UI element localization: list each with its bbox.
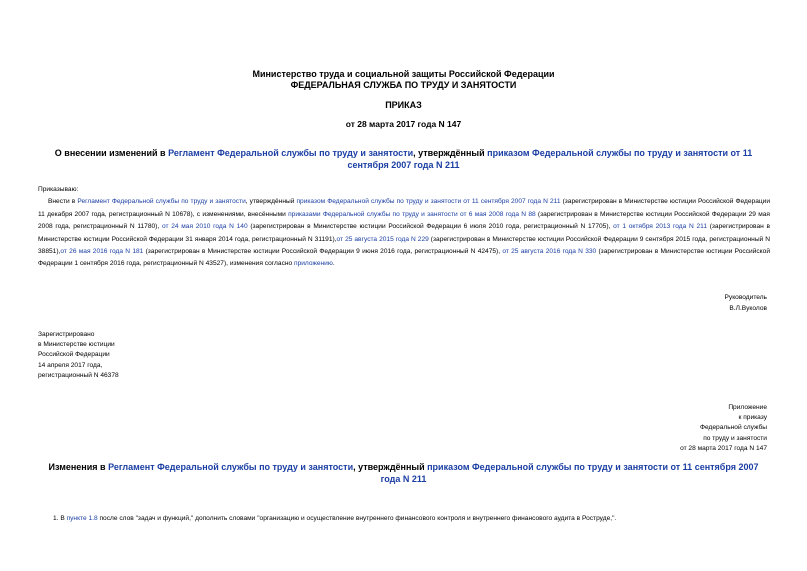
changes-link-regulation[interactable]: Регламент Федеральной службы по труду и занятости bbox=[108, 462, 354, 472]
document-header bbox=[0, 69, 807, 91]
body-link-order-181[interactable]: от 26 мая 2016 года N 181 bbox=[60, 248, 144, 256]
title-link-order[interactable]: приказом Федеральной службы по труду и занятости от 11 сентября 2007 года N 211 bbox=[347, 148, 753, 170]
appendix-line: к приказу bbox=[738, 414, 767, 422]
registration-block bbox=[38, 330, 238, 381]
document-title bbox=[40, 147, 767, 171]
body-text: (зарегистрирован в Министерстве юстиции Российской Федерации 9 сентября 2015 года, регистрационный N 38851), bbox=[38, 235, 770, 256]
body-link-order-88[interactable]: приказами Федеральной службы по труду и занятости от 6 мая 2008 года N 88 bbox=[288, 210, 536, 218]
order-paragraph bbox=[38, 196, 770, 270]
appendix-line: по труду и занятости bbox=[703, 434, 767, 442]
item-link-clause-1-8[interactable]: пункте 1.8 bbox=[66, 515, 98, 522]
body-link-order-211-2013[interactable]: от 1 октября 2013 года N 211 bbox=[613, 223, 707, 231]
order-word: Приказываю: bbox=[38, 186, 79, 193]
changes-text-1: Изменения в bbox=[48, 462, 109, 472]
appendix-block bbox=[567, 403, 767, 454]
registration-line: в Министерстве юстиции bbox=[38, 341, 115, 349]
order-heading: ПРИКАЗ bbox=[385, 100, 422, 110]
registration-line: Зарегистрировано bbox=[38, 331, 95, 338]
title-text-2: , утверждённый bbox=[413, 148, 488, 158]
title-link-regulation[interactable]: Регламент Федеральной службы по труду и занятости bbox=[168, 148, 414, 158]
body-link-order-330[interactable]: от 25 августа 2016 года N 330 bbox=[502, 248, 597, 256]
order-body bbox=[38, 184, 770, 271]
body-text: (зарегистрирован в Министерстве юстиции Российской Федерации 1 сентября 2016 года, регистрационный N 43527), изменения согласно bbox=[38, 248, 770, 268]
body-text: (зарегистрирован в Министерстве юстиции Российской Федерации 11 декабря 2007 года, регистрационный N 10678), с изменениями, внесёнными bbox=[38, 198, 771, 218]
service-name: ФЕДЕРАЛЬНАЯ СЛУЖБА ПО ТРУДУ И ЗАНЯТОСТИ bbox=[290, 80, 517, 90]
body-text: , утверждённый bbox=[245, 198, 297, 206]
body-text: . bbox=[332, 260, 335, 268]
ministry-name: Министерство труда и социальной защиты Российской Федерации bbox=[252, 69, 555, 79]
change-item-1 bbox=[53, 515, 773, 522]
changes-link-order[interactable]: приказом Федеральной службы по труду и занятости от 11 сентября 2007 года N 211 bbox=[380, 462, 759, 484]
registration-line: регистрационный N 46378 bbox=[38, 371, 119, 379]
body-text: (зарегистрирован в Министерстве юстиции Российской Федерации 29 мая 2008 года, регистрационный N 11780), bbox=[38, 210, 770, 231]
body-text: (зарегистрирован в Министерстве юстиции Российской Федерации 6 июля 2010 года, регистрационный N 17705), bbox=[247, 223, 614, 231]
appendix-line: от 28 марта 2017 года N 147 bbox=[680, 444, 767, 452]
item-text-1: 1. В bbox=[53, 515, 67, 522]
item-text-2: после слов "задач и функций," дополнить словами "организацию и осуществление внутреннего финансового контроля и внутреннего финансового аудита в Роструде,". bbox=[97, 515, 617, 522]
signature-role: Руководитель bbox=[724, 294, 767, 301]
body-link-order-211[interactable]: приказом Федеральной службы по труду и занятости от 11 сентября 2007 года N 211 bbox=[296, 198, 561, 206]
registration-line: Российской Федерации bbox=[38, 351, 110, 359]
signature-name: В.Л.Вуколов bbox=[729, 305, 767, 312]
changes-text-2: , утверждённый bbox=[353, 462, 428, 472]
registration-line: 14 апреля 2017 года, bbox=[38, 361, 103, 369]
appendix-line: Приложение bbox=[728, 404, 767, 411]
body-link-appendix[interactable]: приложению bbox=[294, 260, 333, 268]
changes-title bbox=[40, 462, 767, 485]
signature-block bbox=[567, 292, 767, 314]
appendix-line: Федеральной службы bbox=[699, 424, 767, 432]
body-text: (зарегистрирован в Министерстве юстиции Российской Федерации 31 января 2014 года, регистрационный N 31191), bbox=[38, 223, 770, 243]
body-text: Внести в bbox=[48, 198, 78, 206]
title-text-1: О внесении изменений в bbox=[54, 148, 169, 158]
body-link-order-140[interactable]: от 24 мая 2010 года N 140 bbox=[161, 223, 248, 231]
body-text: (зарегистрирован в Министерстве юстиции Российской Федерации 9 июня 2016 года, регистрационный N 42475), bbox=[143, 248, 503, 256]
body-link-regulation[interactable]: Регламент Федеральной службы по труду и занятости bbox=[77, 198, 246, 206]
body-link-order-229[interactable]: от 25 августа 2015 года N 229 bbox=[336, 235, 429, 243]
order-date: от 28 марта 2017 года N 147 bbox=[345, 119, 462, 129]
